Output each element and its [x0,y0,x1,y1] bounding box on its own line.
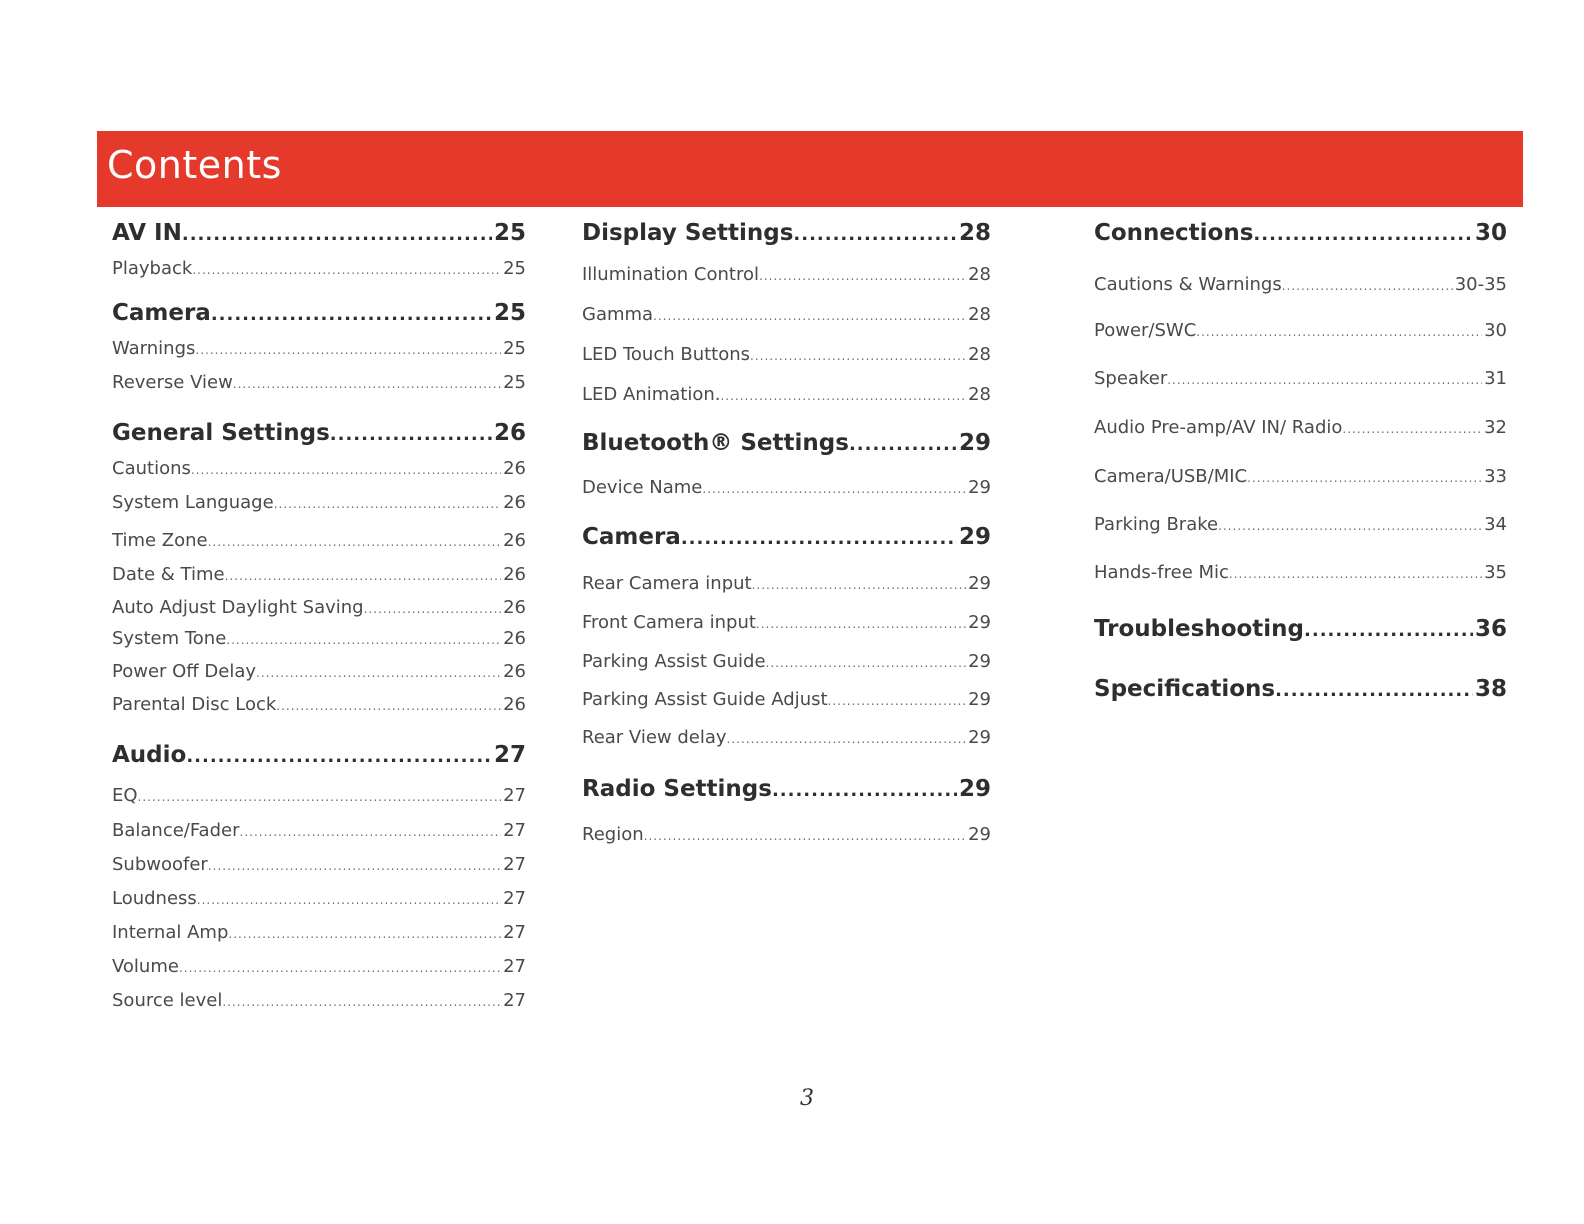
toc-entry-page: 26 [503,458,526,479]
toc-entry-page: 38 [1474,676,1507,702]
toc-entry [1094,514,1507,535]
toc-entry-page: 29 [968,477,991,498]
toc-entry [112,694,526,715]
dot-leader [828,694,967,708]
toc-entry-page: 26 [503,564,526,585]
dot-leader [750,349,966,363]
dot-leader [1229,567,1482,581]
dot-leader [233,377,501,391]
toc-entry [112,564,526,585]
toc-entry-page: 28 [968,384,991,405]
toc-entry-label: Camera/USB/MIC [1094,466,1248,487]
toc-entry-page: 28 [958,220,991,246]
toc-entry-label: Troubleshooting [1094,616,1305,642]
toc-entry-label: Auto Adjust Daylight Saving [112,597,364,618]
toc-entry-page: 31 [1484,368,1507,389]
dot-leader [644,829,966,843]
toc-entry-label: LED Animation. [582,384,721,405]
toc-entry-page: 29 [968,824,991,845]
toc-entry [112,888,526,909]
toc-entry-page: 26 [503,530,526,551]
toc-entry [582,384,991,405]
toc-entry [582,264,991,285]
toc-entry [582,689,991,710]
toc-entry-page: 29 [958,776,991,802]
toc-entry-label: Rear Camera input [582,573,752,594]
toc-entry-page: 25 [503,372,526,393]
toc-entry [112,530,526,551]
dot-leader [228,927,501,941]
toc-entry [112,258,526,279]
toc-entry [112,492,526,513]
toc-entry [112,785,526,806]
toc-entry-label: Parking Assist Guide Adjust [582,689,828,710]
toc-entry [112,990,526,1011]
toc-entry [112,372,526,393]
toc-entry-label: General Settings [112,420,330,446]
toc-entry-page: 25 [503,258,526,279]
toc-section-heading [582,220,991,246]
toc-entry-page: 27 [493,742,526,768]
toc-entry-page: 25 [493,300,526,326]
toc-entry-label: Power Off Delay [112,661,257,682]
dot-leader [208,859,501,873]
dot-leader [364,602,501,616]
toc-entry [1094,320,1507,341]
dot-leader [1167,373,1482,387]
toc-entry-label: Device Name [582,477,703,498]
toc-entry [582,612,991,633]
toc-entry [1094,417,1507,438]
toc-entry-label: Display Settings [582,220,794,246]
toc-entry-page: 27 [503,888,526,909]
dot-leader [1282,279,1453,293]
toc-entry-page: 33 [1484,466,1507,487]
toc-entry-page: 26 [503,597,526,618]
dot-leader [766,656,967,670]
toc-section-heading [582,776,991,802]
toc-entry-label: Parking Brake [1094,514,1219,535]
toc-entry [582,824,991,845]
toc-entry-label: Parental Disc Lock [112,694,277,715]
toc-entry [1094,562,1507,583]
dot-leader [653,309,966,323]
dot-leader [756,617,966,631]
dot-leader [240,825,502,839]
toc-entry [112,956,526,977]
toc-entry [112,597,526,618]
toc-entry-page: 26 [503,492,526,513]
dot-leader [197,893,501,907]
toc-entry-label: Playback [112,258,193,279]
toc-entry-page: 25 [493,220,526,246]
toc-entry-label: Rear View delay [582,727,727,748]
toc-entry-page: 29 [968,612,991,633]
toc-entry-label: Camera [582,524,681,550]
toc-entry-page: 29 [968,727,991,748]
toc-entry-label: Audio Pre-amp/AV IN/ Radio [1094,417,1343,438]
dot-leader [772,780,957,801]
toc-entry [112,854,526,875]
toc-entry-label: Hands-free Mic [1094,562,1229,583]
toc-entry-label: Gamma [582,304,654,325]
toc-entry [582,344,991,365]
toc-section-heading [1094,676,1507,702]
dot-leader [1247,471,1482,485]
toc-entry [112,661,526,682]
toc-entry-label: Bluetooth® Settings [582,430,849,456]
dot-leader [1253,224,1473,245]
toc-entry-page: 32 [1484,417,1507,438]
dot-leader [727,732,967,746]
dot-leader [720,389,966,403]
toc-entry-page: 27 [503,785,526,806]
dot-leader [186,746,492,767]
toc-entry-page: 30 [1484,320,1507,341]
dot-leader [1196,325,1482,339]
dot-leader [1218,519,1482,533]
toc-entry-page: 26 [503,694,526,715]
toc-entry-label: EQ [112,785,138,806]
toc-entry-page: 27 [503,956,526,977]
toc-entry-label: Balance/Fader [112,820,240,841]
dot-leader [276,699,501,713]
toc-entry-label: System Language [112,492,274,513]
toc-entry-label: Source level [112,990,223,1011]
toc-entry-page: 30-35 [1454,274,1507,295]
toc-entry [112,628,526,649]
toc-section-heading [1094,616,1507,642]
dot-leader [1275,680,1473,701]
toc-entry-page: 29 [958,430,991,456]
toc-entry-page: 36 [1474,616,1507,642]
dot-leader [211,304,492,325]
toc-section-heading [582,524,991,550]
toc-entry [1094,368,1507,389]
toc-entry-page: 25 [503,338,526,359]
toc-entry-label: Radio Settings [582,776,772,802]
dot-leader [225,569,502,583]
toc-entry-label: Illumination Control [582,264,759,285]
toc-entry [112,458,526,479]
toc-section-heading [582,430,991,456]
toc-entry-label: Subwoofer [112,854,208,875]
toc-entry-label: Front Camera input [582,612,756,633]
page-title: Contents [107,143,282,187]
toc-entry-page: 27 [503,820,526,841]
toc-entry-label: Camera [112,300,211,326]
toc-entry-label: Power/SWC [1094,320,1197,341]
dot-leader [138,790,502,804]
toc-section-heading [112,300,526,326]
toc-section-heading [112,420,526,446]
toc-entry [112,338,526,359]
toc-entry-label: Specifications [1094,676,1276,702]
toc-section-heading [112,220,526,246]
dot-leader [849,434,957,455]
toc-entry-label: Speaker [1094,368,1168,389]
toc-entry-page: 30 [1474,220,1507,246]
toc-entry-label: Audio [112,742,187,768]
toc-entry-page: 34 [1484,514,1507,535]
toc-entry-page: 28 [968,264,991,285]
toc-entry-label: Internal Amp [112,922,229,943]
toc-entry [1094,274,1507,295]
toc-entry-label: Reverse View [112,372,233,393]
toc-entry [582,304,991,325]
page-number: 3 [800,1086,814,1111]
dot-leader [274,497,501,511]
toc-entry [582,477,991,498]
toc-entry [112,922,526,943]
dot-leader [752,578,967,592]
toc-entry-page: 26 [503,661,526,682]
toc-entry-label: Cautions & Warnings [1094,274,1282,295]
toc-entry-label: Date & Time [112,564,225,585]
dot-leader [191,463,501,477]
toc-entry-label: Loudness [112,888,197,909]
toc-entry-page: 29 [968,573,991,594]
toc-entry-label: Parking Assist Guide [582,651,766,672]
dot-leader [1342,422,1482,436]
toc-entry-page: 26 [493,420,526,446]
contents-banner [97,131,1523,207]
toc-entry-label: System Tone [112,628,227,649]
toc-entry [582,651,991,672]
dot-leader [226,633,501,647]
dot-leader [179,961,501,975]
toc-entry-page: 28 [968,344,991,365]
toc-entry-page: 27 [503,854,526,875]
dot-leader [192,263,501,277]
toc-entry-label: AV IN [112,220,182,246]
dot-leader [1304,620,1473,641]
toc-entry-label: Cautions [112,458,191,479]
dot-leader [208,535,501,549]
toc-entry-page: 27 [503,922,526,943]
toc-entry-label: Connections [1094,220,1254,246]
toc-entry-page: 35 [1484,562,1507,583]
toc-section-heading [112,742,526,768]
dot-leader [681,528,957,549]
dot-leader [702,482,966,496]
toc-entry-page: 28 [968,304,991,325]
dot-leader [330,424,492,445]
toc-entry-label: Warnings [112,338,196,359]
toc-entry [112,820,526,841]
toc-entry-label: Volume [112,956,179,977]
dot-leader [759,269,966,283]
dot-leader [182,224,492,245]
toc-section-heading [1094,220,1507,246]
toc-entry-page: 29 [968,689,991,710]
dot-leader [222,995,501,1009]
dot-leader [793,224,957,245]
toc-entry-page: 29 [958,524,991,550]
toc-entry-label: Region [582,824,644,845]
dot-leader [256,666,501,680]
toc-entry [582,573,991,594]
toc-entry-label: LED Touch Buttons [582,344,751,365]
toc-entry-page: 27 [503,990,526,1011]
toc-entry-page: 26 [503,628,526,649]
toc-entry [582,727,991,748]
dot-leader [195,343,501,357]
toc-entry-page: 29 [968,651,991,672]
toc-entry [1094,466,1507,487]
toc-entry-label: Time Zone [112,530,208,551]
